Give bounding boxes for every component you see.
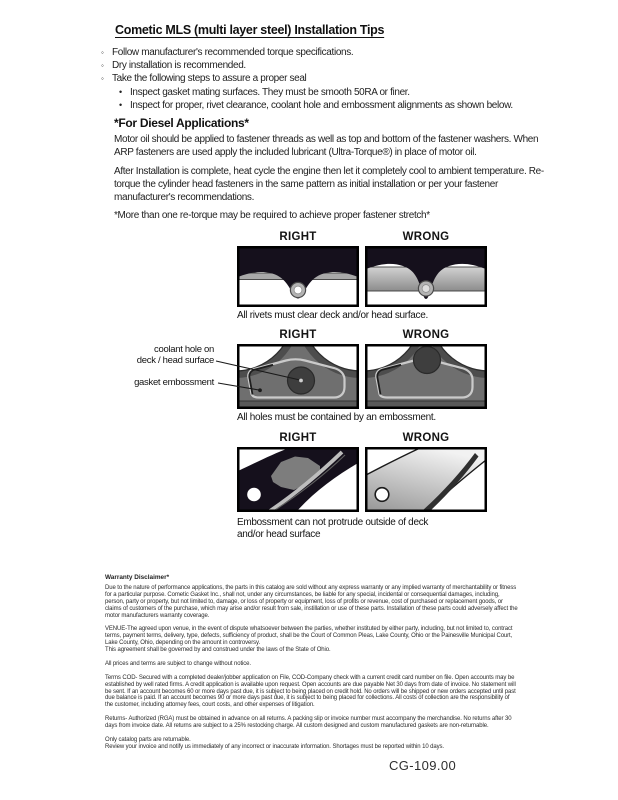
right-label: RIGHT: [279, 432, 317, 444]
tip-text: Dry installation is recommended.: [112, 60, 246, 72]
list-item: [101, 72, 556, 85]
protrusion-right-diagram: [237, 447, 359, 512]
rivet-right-diagram: [237, 246, 359, 307]
disclaimer-paragraph: Review your invoice and notify us immediately of any incorrect or inaccurate information. Shortages must be reported within 10 days.: [105, 743, 444, 750]
bolt-hole: [247, 488, 261, 502]
wrong-label: WRONG: [402, 329, 450, 341]
right-label: RIGHT: [279, 231, 317, 243]
wrong-label: WRONG: [402, 432, 450, 444]
embossment-right-diagram: [237, 344, 359, 409]
coolant-hole-label: coolant hole on deck / head surface: [136, 344, 214, 367]
rivet-center: [294, 286, 302, 294]
disclaimer-heading: Warranty Disclaimer*: [105, 574, 170, 581]
diesel-paragraph-1: Motor oil should be applied to fastener threads as well as top and bottom of the fastener washers. When ARP fasteners are used apply the included lubricant (Ultra-Torque®) in place of motor oil.: [114, 134, 539, 159]
diesel-heading: *For Diesel Applications*: [114, 116, 249, 130]
disclaimer-paragraph: All prices and terms are subject to change without notice.: [105, 660, 251, 667]
rivet-center: [422, 285, 430, 293]
embossment-wrong-diagram: [365, 344, 487, 409]
page-number: CG-109.00: [389, 758, 457, 773]
tip-text: Follow manufacturer's recommended torque specifications.: [112, 47, 354, 58]
list-item: [101, 46, 556, 59]
list-item: [101, 86, 556, 99]
disclaimer-text: [105, 585, 518, 758]
open-bullet-icon: ◦: [101, 48, 104, 57]
tip-text: Inspect for proper, rivet clearance, coolant hole and embossment alignments as shown below.: [130, 99, 513, 111]
wrong-label: WRONG: [402, 231, 450, 243]
holes-caption: All holes must be contained by an embossment.: [237, 412, 436, 423]
disclaimer-paragraph: Only catalog parts are returnable.: [105, 736, 191, 743]
bolt-hole: [375, 488, 389, 502]
filled-bullet-icon: •: [119, 86, 122, 97]
disclaimer-paragraph: Due to the nature of performance applications, the parts in this catalog are sold without any express warranty or any implied warranty of merchantability or fitness for a particular purpose. Cometic Gasket Inc., shall not, under any circumstances, be liable for any special, incidental or consequential damages, including, person, party or property, but not limited to, damage, or loss of property or equipment, loss of profits or revenue, cost of purchased or replacement goods, or claims of customers of the purchase, which may arise and/or result from sale, instillation or use of these parts. Installation of these parts could adversely affect the motor manufacturers warranty coverage.: [105, 585, 518, 619]
list-item: [101, 99, 556, 112]
disclaimer-paragraph: This agreement shall be governed by and construed under the laws of the State of Ohio.: [105, 647, 331, 654]
disclaimer-paragraph: Returns- Authorized (RGA) must be obtained in advance on all returns. A packing slip or invoice number must accompany the merchandise. No returns after 30 days from invoice date. All returns are subject to a 25% restocking charge. All custom designed and custom manufactured gaskets are non-returnable.: [105, 716, 512, 730]
disclaimer-paragraph: Terms COD- Secured with a completed dealer/jobber application on File, COD-Company check with a current credit card number on file. Open accounts may be established by well rated firms. A credit application is available upon request. Open accounts are due payable Net 30 days from date of invoice. No statement will be sent. If an account becomes 60 or more days past due, it is subject to being placed on credit hold. No orders will be shipped or new orders accepted until past due balance is paid. If an account becomes 90 or more days past due, it is subject to being placed for collections. All costs of collection are the responsibility of the customer, including attorney fees, court costs, and other expenses of litigation.: [105, 674, 516, 709]
gasket-embossment-label: gasket embossment: [134, 377, 214, 388]
list-item: [101, 59, 556, 72]
disclaimer-paragraph: VENUE-The agreed upon venue, in the event of dispute whatsoever between the parties, whether instituted by either party, including, but not limited to, contract terms, payment terms, delivery, type, defects, sufficiency of product, shall be the Court of Common Pleas, Lake County, Ohio or the Painesville Municipal Court, Lake County, Ohio, depending on the amount in controversy.: [105, 626, 513, 647]
tip-text: Inspect gasket mating surfaces. They must be smooth 50RA or finer.: [130, 86, 410, 98]
open-bullet-icon: ◦: [101, 74, 104, 84]
protrusion-wrong-diagram: [365, 447, 487, 512]
retorque-note: *More than one re-torque may be required to achieve proper fastener stretch*: [114, 210, 430, 221]
page-title: Cometic MLS (multi layer steel) Installation Tips: [115, 23, 385, 37]
open-bullet-icon: ◦: [101, 61, 104, 71]
coolant-hole: [288, 367, 315, 394]
protrusion-caption: Embossment can not protrude outside of deck and/or head surface: [237, 517, 429, 541]
coolant-hole: [414, 347, 441, 374]
filled-bullet-icon: •: [119, 99, 122, 110]
diesel-paragraph-2: After Installation is complete, heat cycle the engine then let it completely cool to ambient temperature. Re-torque the cylinder head fasteners in the same pattern as initial installation or per your fastener manufacturer's recommendations.: [114, 166, 544, 204]
tip-text: Take the following steps to assure a proper seal: [112, 73, 307, 85]
right-label: RIGHT: [279, 329, 317, 341]
installation-tips-list: [101, 46, 556, 112]
rivet-wrong-diagram: [365, 246, 487, 307]
rivet-caption: All rivets must clear deck and/or head surface.: [237, 310, 428, 321]
